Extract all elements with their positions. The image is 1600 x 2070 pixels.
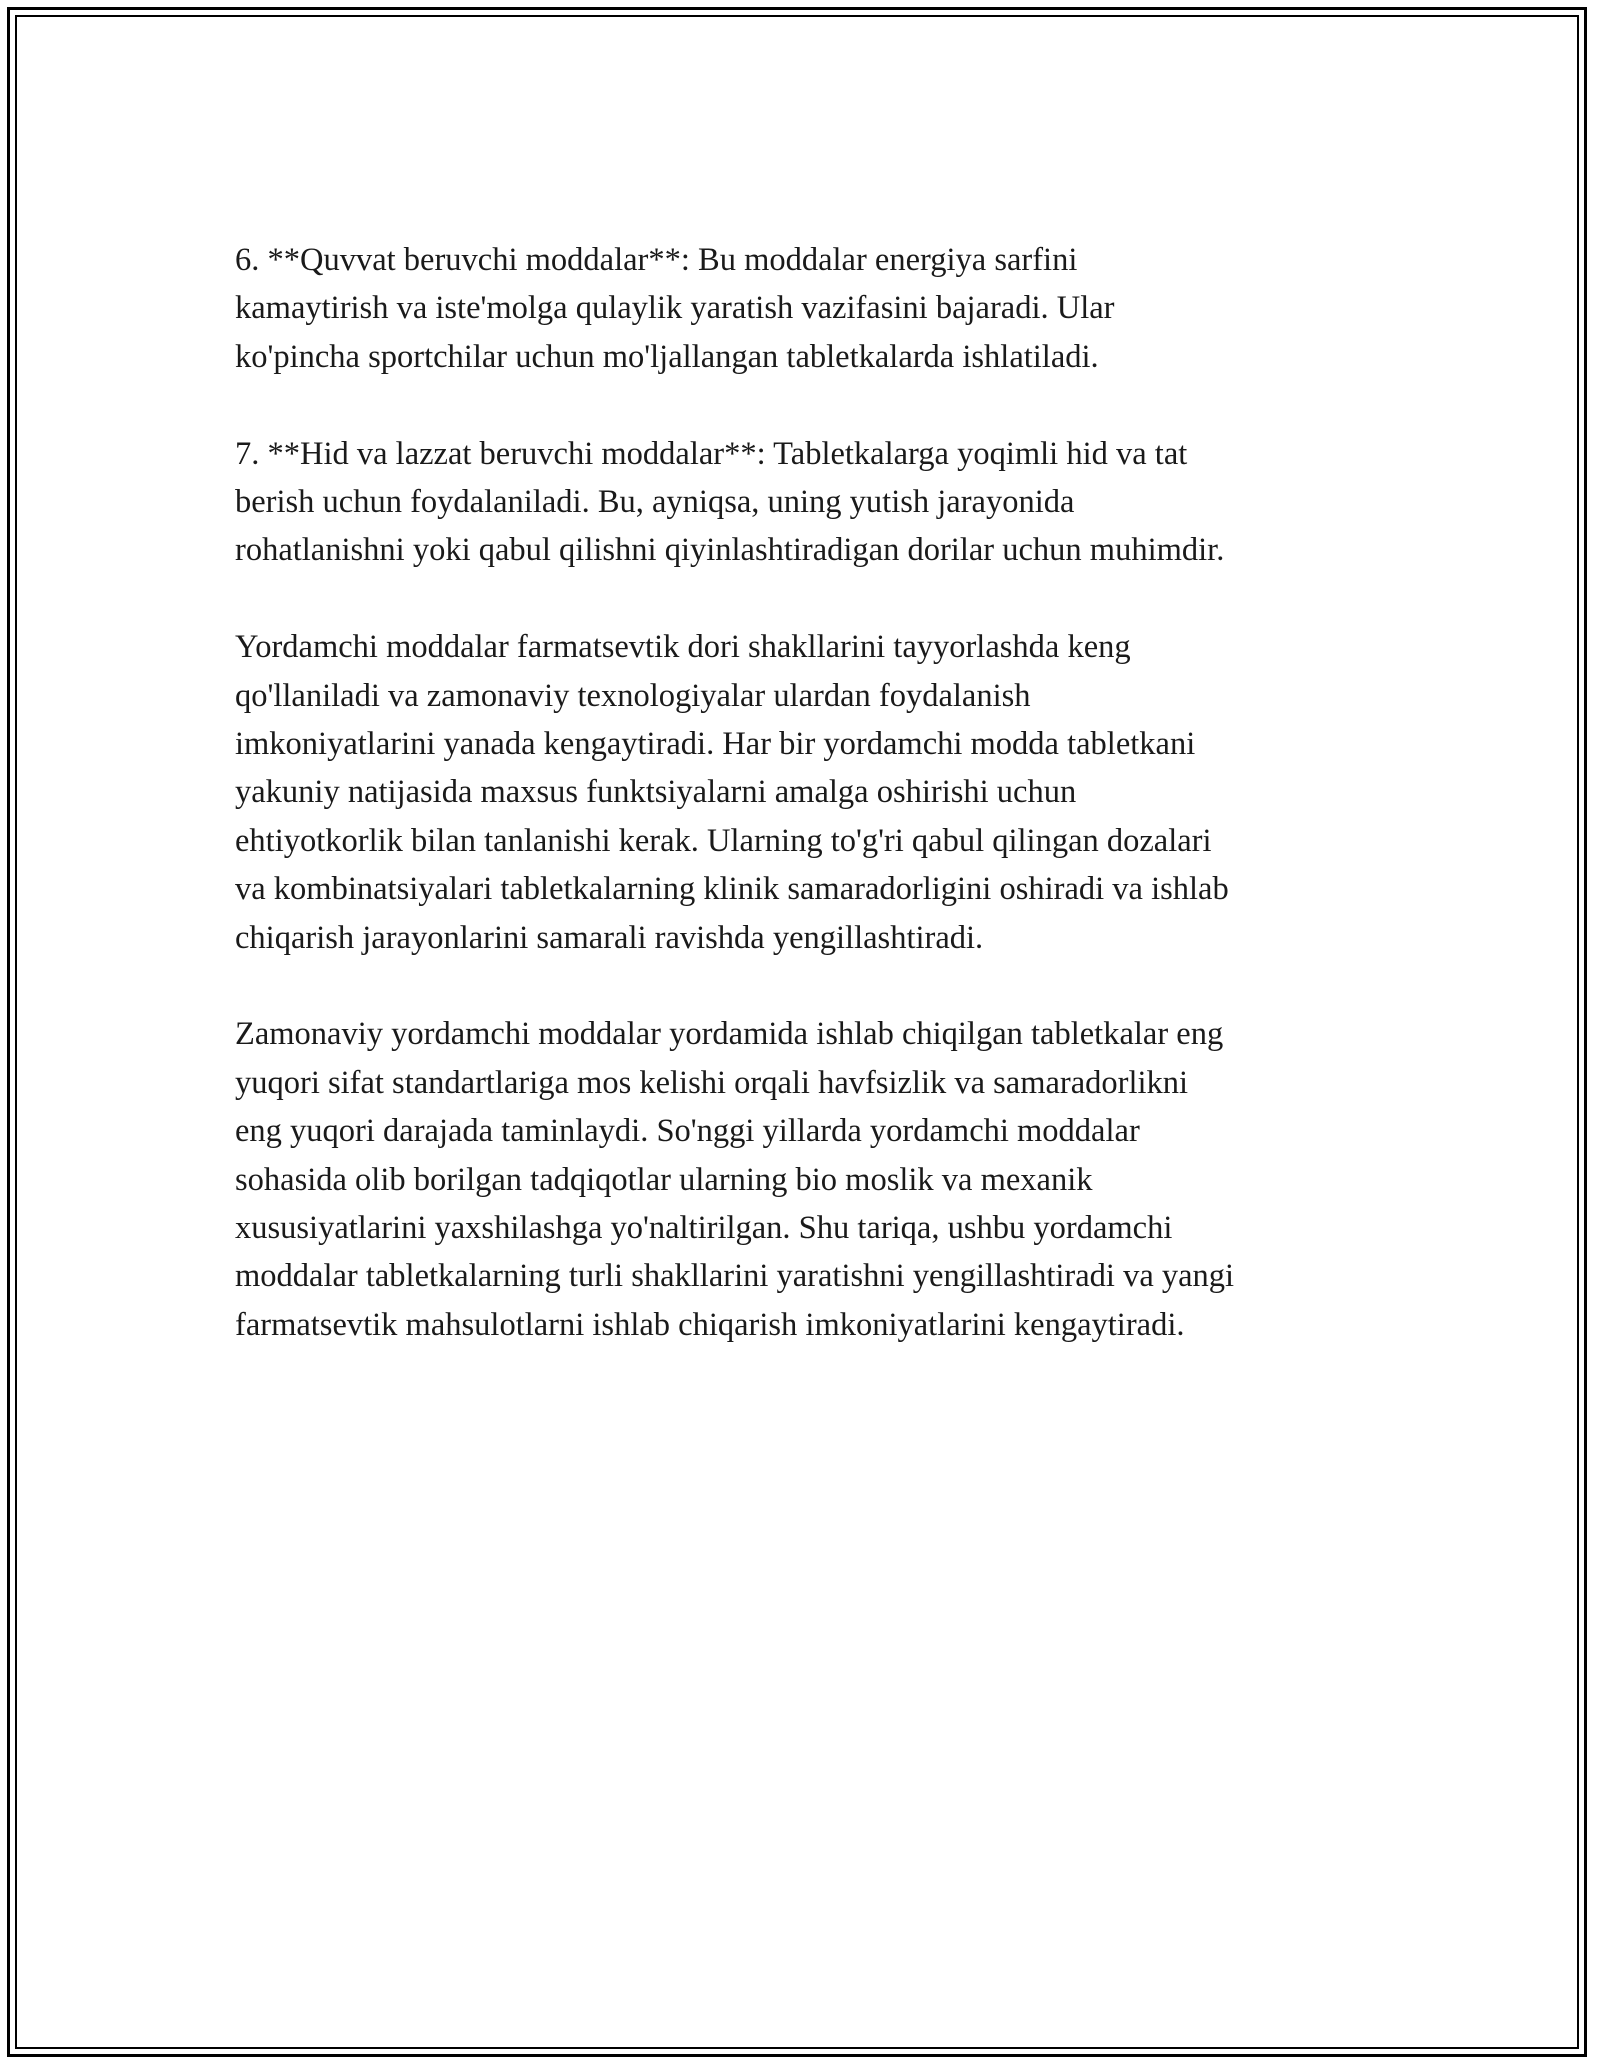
text-line: chiqarish jarayonlarini samarali ravishda yengillashtiradi. bbox=[235, 919, 984, 956]
text-line: va kombinatsiyalari tabletkalarning klinik samaradorligini oshiradi va ishlab bbox=[235, 871, 1229, 908]
text-line: yakuniy natijasida maxsus funktsiyalarni amalga oshirishi uchun bbox=[235, 774, 1077, 811]
text-line: kamaytirish va iste'molga qulaylik yaratish vazifasini bajaradi. Ular bbox=[235, 290, 1115, 327]
text-line: berish uchun foydalaniladi. Bu, ayniqsa, uning yutish jarayonida bbox=[235, 484, 1075, 521]
text-line: xususiyatlarini yaxshilashga yo'naltirilgan. Shu tariqa, ushbu yordamchi bbox=[235, 1210, 1173, 1247]
text-line: sohasida olib borilgan tadqiqotlar ularning bio moslik va mexanik bbox=[235, 1161, 1093, 1198]
text-line: ko'pincha sportchilar uchun mo'ljallangan tabletkalarda ishlatiladi. bbox=[235, 338, 1099, 375]
paragraph-excipients-usage bbox=[235, 623, 1375, 962]
text-line: imkoniyatlarini yanada kengaytiradi. Har bir yordamchi modda tabletkani bbox=[235, 726, 1196, 763]
text-line: Yordamchi moddalar farmatsevtik dori shakllarini tayyorlashda keng bbox=[235, 629, 1131, 666]
text-line: rohatlanishni yoki qabul qilishni qiyinlashtiradigan dorilar uchun muhimdir. bbox=[235, 532, 1225, 569]
text-line: moddalar tabletkalarning turli shakllarini yaratishni yengillashtiradi va yangi bbox=[235, 1258, 1235, 1295]
text-line: farmatsevtik mahsulotlarni ishlab chiqarish imkoniyatlarini kengaytiradi. bbox=[235, 1306, 1185, 1343]
text-line: Zamonaviy yordamchi moddalar yordamida ishlab chiqilgan tabletkalar eng bbox=[235, 1016, 1224, 1053]
paragraph-item-6 bbox=[235, 236, 1375, 381]
paragraph-modern-excipients bbox=[235, 1010, 1375, 1349]
text-line: ehtiyotkorlik bilan tanlanishi kerak. Ularning to'g'ri qabul qilingan dozalari bbox=[235, 822, 1212, 859]
text-line: qo'llaniladi va zamonaviy texnologiyalar ulardan foydalanish bbox=[235, 677, 1031, 714]
text-line: 7. **Hid va lazzat beruvchi moddalar**: Tabletkalarga yoqimli hid va tat bbox=[235, 435, 1188, 472]
paragraph-item-7 bbox=[235, 430, 1375, 575]
text-line: eng yuqori darajada taminlaydi. So'nggi yillarda yordamchi moddalar bbox=[235, 1113, 1140, 1150]
text-line: 6. **Quvvat beruvchi moddalar**: Bu moddalar energiya sarfini bbox=[235, 242, 1078, 278]
document-body bbox=[235, 236, 1375, 1398]
text-line: yuqori sifat standartlariga mos kelishi orqali havfsizlik va samaradorlikni bbox=[235, 1064, 1189, 1101]
